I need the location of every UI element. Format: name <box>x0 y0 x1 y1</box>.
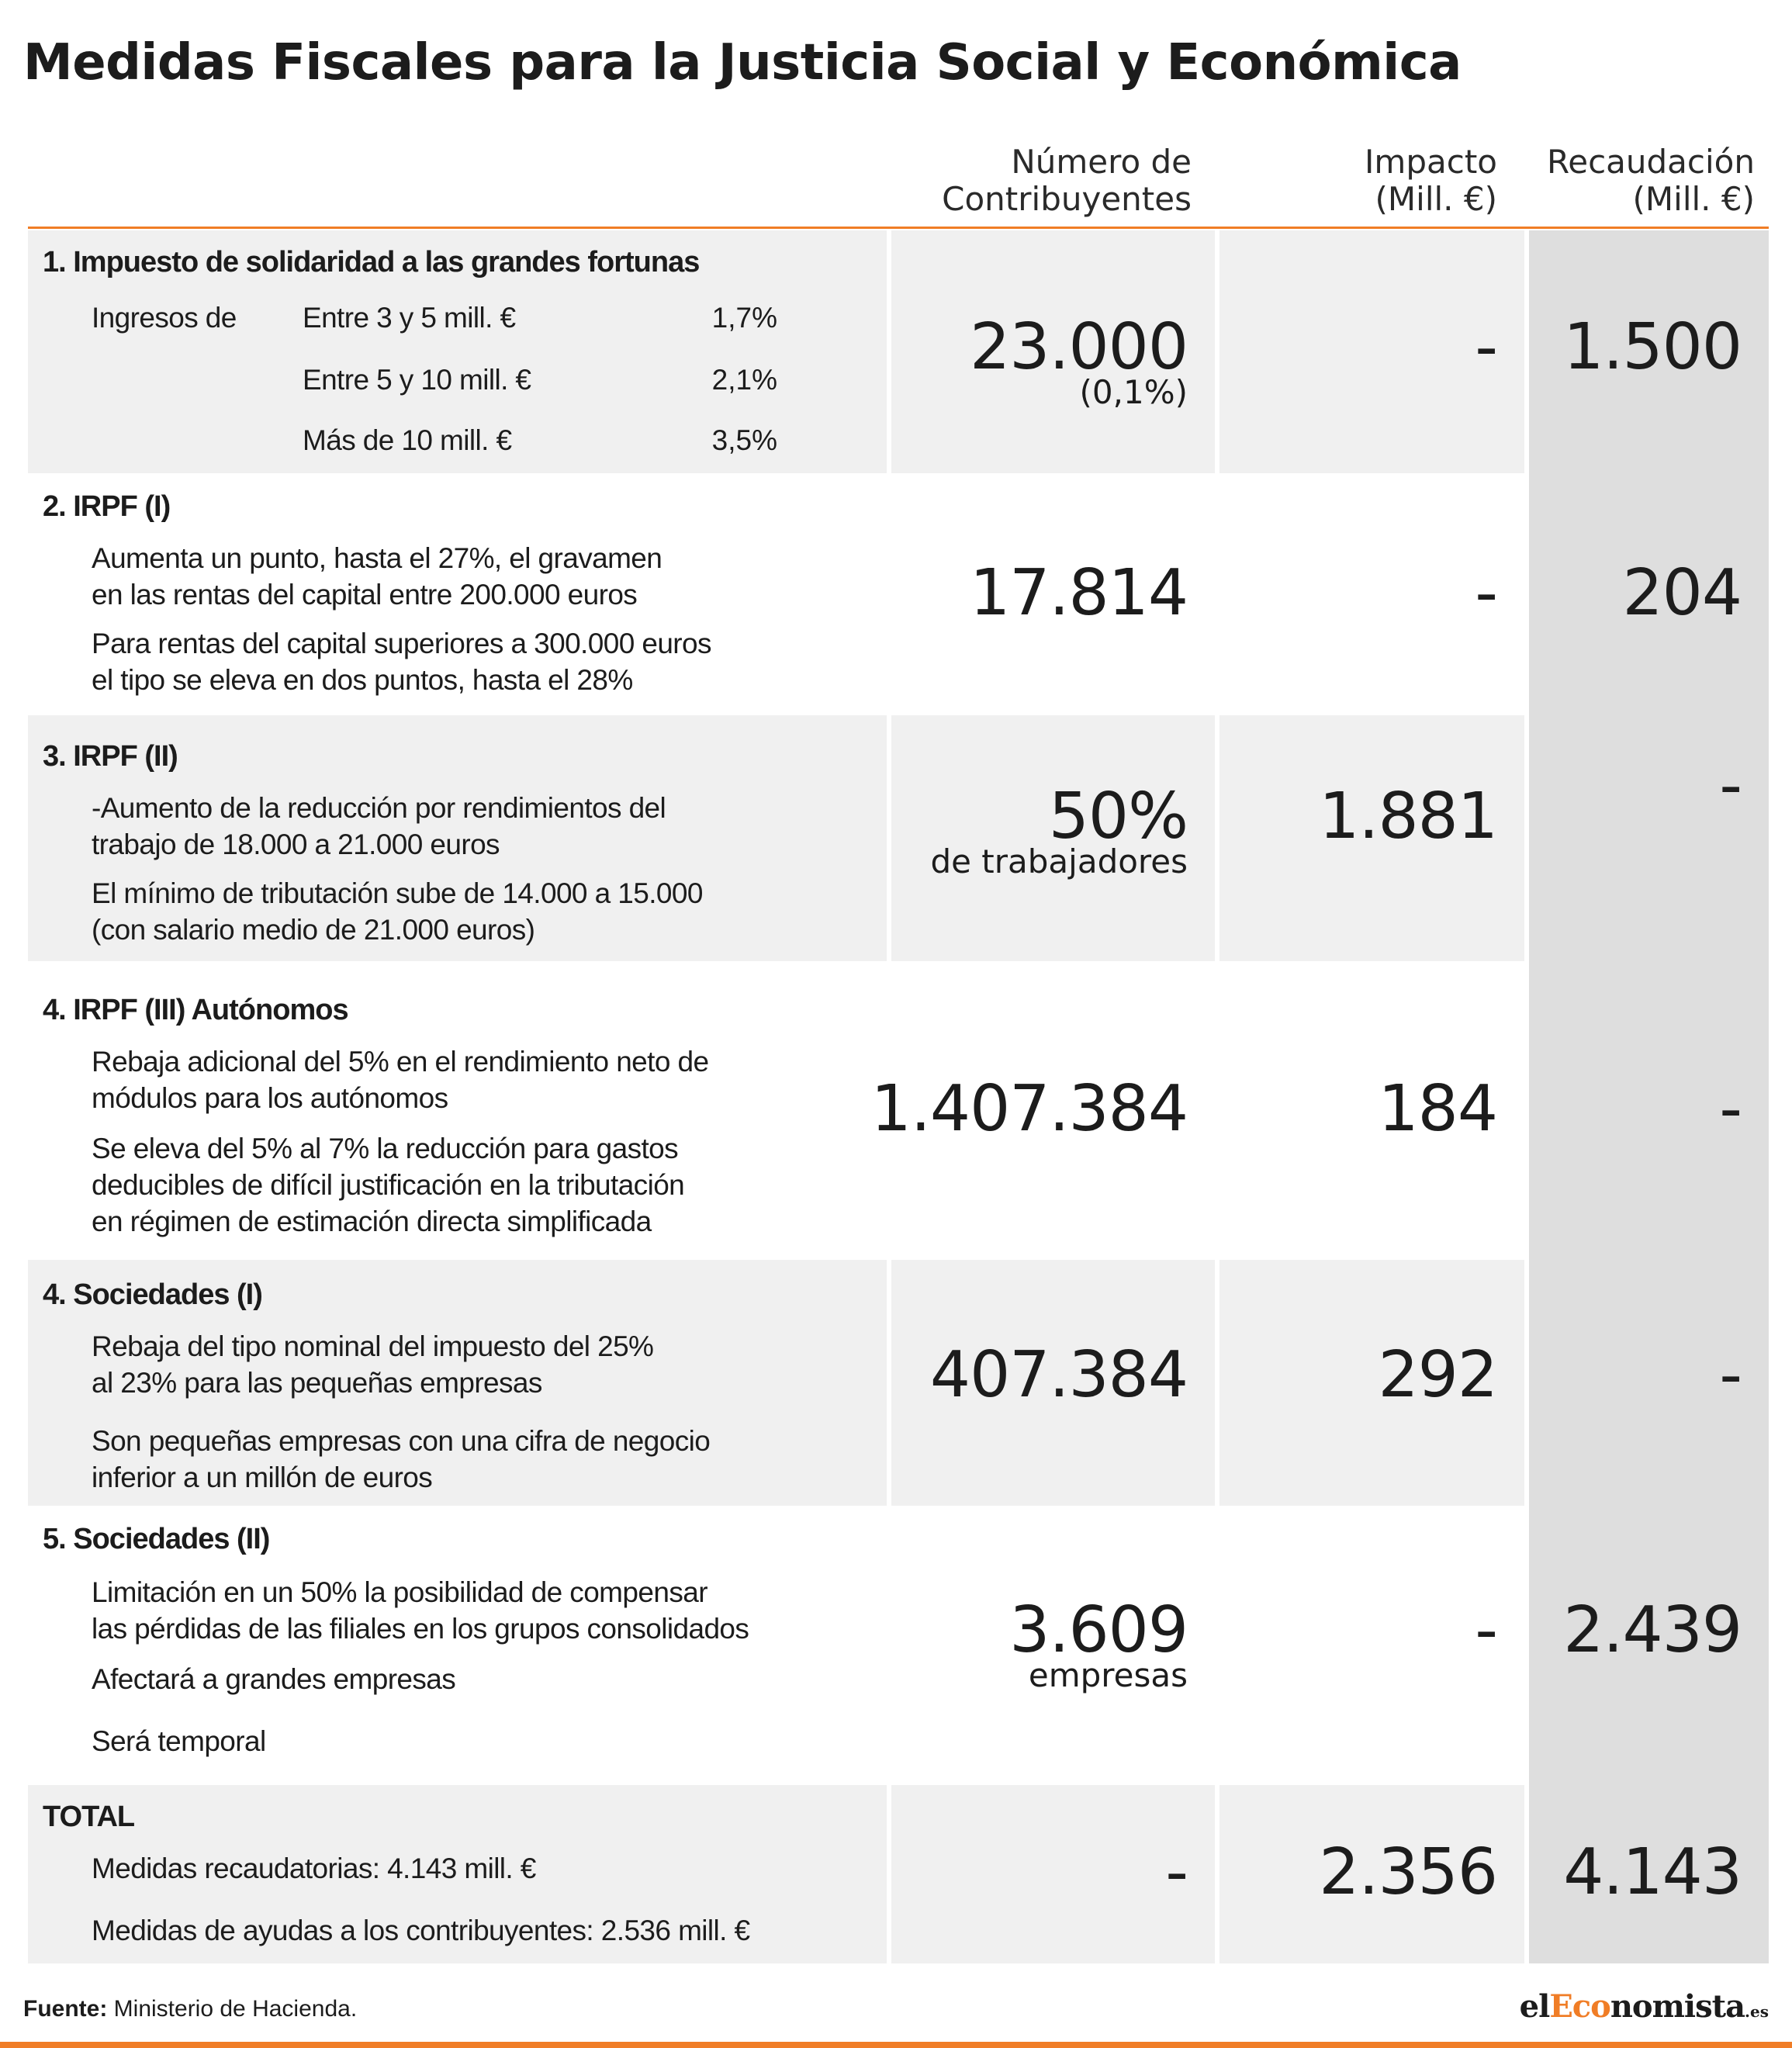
impacto-value: - <box>1475 556 1497 630</box>
contribuyentes-cell <box>891 715 1215 961</box>
table-row <box>0 1506 1792 1785</box>
table-row <box>0 961 1792 1260</box>
logo-part-es: .es <box>1745 2002 1769 2021</box>
table-row <box>0 715 1792 961</box>
header-impacto-line1: Impacto <box>1365 143 1497 181</box>
recaudacion-cell <box>1529 715 1769 961</box>
recaudacion-value: - <box>1719 749 1742 822</box>
contribuyentes-cell <box>891 230 1215 473</box>
contribuyentes-cell <box>891 1260 1215 1506</box>
page-title: Medidas Fiscales para la Justicia Social y Económica <box>23 34 1462 92</box>
source-value: Ministerio de Hacienda. <box>113 1996 358 2022</box>
impacto-cell <box>1219 715 1524 961</box>
source-note <box>23 1996 357 2022</box>
impacto-cell <box>1219 230 1524 473</box>
header-impacto <box>1365 144 1497 218</box>
contribuyentes-value: 407.384 <box>929 1338 1188 1412</box>
source-label: Fuente: <box>23 1996 108 2022</box>
impacto-cell <box>1219 961 1524 1260</box>
contribuyentes-cell <box>891 1506 1215 1785</box>
contribuyentes-sub: empresas <box>1028 1656 1188 1694</box>
logo-part-nomista: nomista <box>1610 1988 1745 2025</box>
impacto-value: 2.356 <box>1319 1835 1497 1909</box>
impacto-cell <box>1219 1785 1524 1963</box>
row-text: Limitación en un 50% la posibilidad de compensar las pérdidas de las filiales en los grupos consolidados <box>92 1576 749 1645</box>
total-row <box>0 1785 1792 1963</box>
row-title: 3. IRPF (II) <box>43 740 178 773</box>
recaudacion-cell <box>1529 1506 1769 1785</box>
logo-part-el: el <box>1519 1988 1550 2025</box>
recaudacion-value: 204 <box>1622 556 1742 630</box>
row-text: Para rentas del capital superiores a 300.000 euros el tipo se eleva en dos puntos, hasta el 28% <box>92 628 711 696</box>
bracket-rate: 3,5% <box>711 424 777 456</box>
header-contribuyentes <box>942 144 1192 218</box>
header-recaudacion-line2: (Mill. €) <box>1632 180 1755 218</box>
header-contribuyentes-line1: Número de <box>1011 143 1192 181</box>
contribuyentes-value: 17.814 <box>970 556 1188 630</box>
contribuyentes-value: 50% <box>1048 780 1188 853</box>
recaudacion-cell <box>1529 961 1769 1260</box>
recaudacion-value: 4.143 <box>1563 1835 1742 1909</box>
contribuyentes-value: 1.407.384 <box>870 1072 1188 1146</box>
ingresos-label: Ingresos de <box>92 302 237 334</box>
header-recaudacion <box>1547 144 1755 218</box>
row-text: El mínimo de tributación sube de 14.000 a 15.000 (con salario medio de 21.000 euros) <box>92 877 703 946</box>
impacto-cell <box>1219 1260 1524 1506</box>
contribuyentes-sub: (0,1%) <box>1079 373 1188 411</box>
recaudacion-value: 2.439 <box>1563 1593 1742 1667</box>
bracket-range: Entre 5 y 10 mill. € <box>303 364 531 396</box>
impacto-value: 184 <box>1378 1072 1497 1146</box>
bracket-rate: 1,7% <box>711 302 777 334</box>
contribuyentes-value: 23.000 <box>970 310 1188 384</box>
impacto-value: - <box>1475 310 1497 384</box>
bracket-rate: 2,1% <box>711 364 777 396</box>
header-divider <box>28 227 1769 229</box>
bracket-range: Entre 3 y 5 mill. € <box>303 302 516 334</box>
row-text: Rebaja adicional del 5% en el rendimiento neto de módulos para los autónomos <box>92 1046 709 1114</box>
row-text: Son pequeñas empresas con una cifra de negocio inferior a un millón de euros <box>92 1425 711 1493</box>
row-title: 4. IRPF (III) Autónomos <box>43 994 348 1026</box>
contribuyentes-cell <box>891 473 1215 715</box>
row-text: -Aumento de la reducción por rendimientos del trabajo de 18.000 a 21.000 euros <box>92 792 666 860</box>
recaudacion-cell <box>1529 1260 1769 1506</box>
row-text: Aumenta un punto, hasta el 27%, el gravamen en las rentas del capital entre 200.000 euros <box>92 542 662 611</box>
header-recaudacion-line1: Recaudación <box>1546 143 1755 181</box>
contribuyentes-value: 3.609 <box>1009 1593 1188 1667</box>
table-row <box>0 473 1792 715</box>
row-text: Se eleva del 5% al 7% la reducción para gastos deducibles de difícil justificación en la tributación en régimen de estimación directa simplificada <box>92 1133 685 1237</box>
row-title: 4. Sociedades (I) <box>43 1278 262 1311</box>
row-text: Rebaja del tipo nominal del impuesto del 25% al 23% para las pequeñas empresas <box>92 1330 654 1399</box>
recaudacion-value: - <box>1719 1338 1742 1412</box>
row-text: Medidas recaudatorias: 4.143 mill. € <box>92 1853 536 1884</box>
table-row <box>0 1260 1792 1506</box>
row-text: Afectará a grandes empresas <box>92 1663 456 1695</box>
row-title: 1. Impuesto de solidaridad a las grandes fortunas <box>43 246 700 278</box>
eleconomista-logo <box>1520 1988 1769 2025</box>
recaudacion-cell <box>1529 473 1769 715</box>
contribuyentes-cell <box>870 961 1215 1260</box>
header-contribuyentes-line2: Contribuyentes <box>942 180 1192 218</box>
bottom-accent-bar <box>0 2042 1792 2048</box>
impacto-value: 292 <box>1378 1338 1497 1412</box>
logo-part-eco: Eco <box>1549 1988 1610 2025</box>
recaudacion-value: - <box>1719 1072 1742 1146</box>
row-title: 5. Sociedades (II) <box>43 1523 270 1555</box>
bracket-range: Más de 10 mill. € <box>303 424 512 456</box>
header-impacto-line2: (Mill. €) <box>1375 180 1497 218</box>
impacto-value: 1.881 <box>1319 780 1497 853</box>
table-row <box>0 230 1792 473</box>
contribuyentes-cell <box>891 1785 1215 1963</box>
contribuyentes-sub: de trabajadores <box>930 842 1188 880</box>
recaudacion-cell <box>1529 230 1769 473</box>
row-text: Será temporal <box>92 1725 266 1757</box>
row-text: Medidas de ayudas a los contribuyentes: 2.536 mill. € <box>92 1915 750 1946</box>
row-title: 2. IRPF (I) <box>43 490 171 523</box>
impacto-value: - <box>1475 1593 1497 1667</box>
impacto-cell <box>1219 473 1524 715</box>
recaudacion-cell <box>1529 1785 1769 1963</box>
row-title: TOTAL <box>43 1801 135 1833</box>
impacto-cell <box>1219 1506 1524 1785</box>
recaudacion-value: 1.500 <box>1563 310 1742 384</box>
contribuyentes-value: - <box>1165 1835 1188 1909</box>
